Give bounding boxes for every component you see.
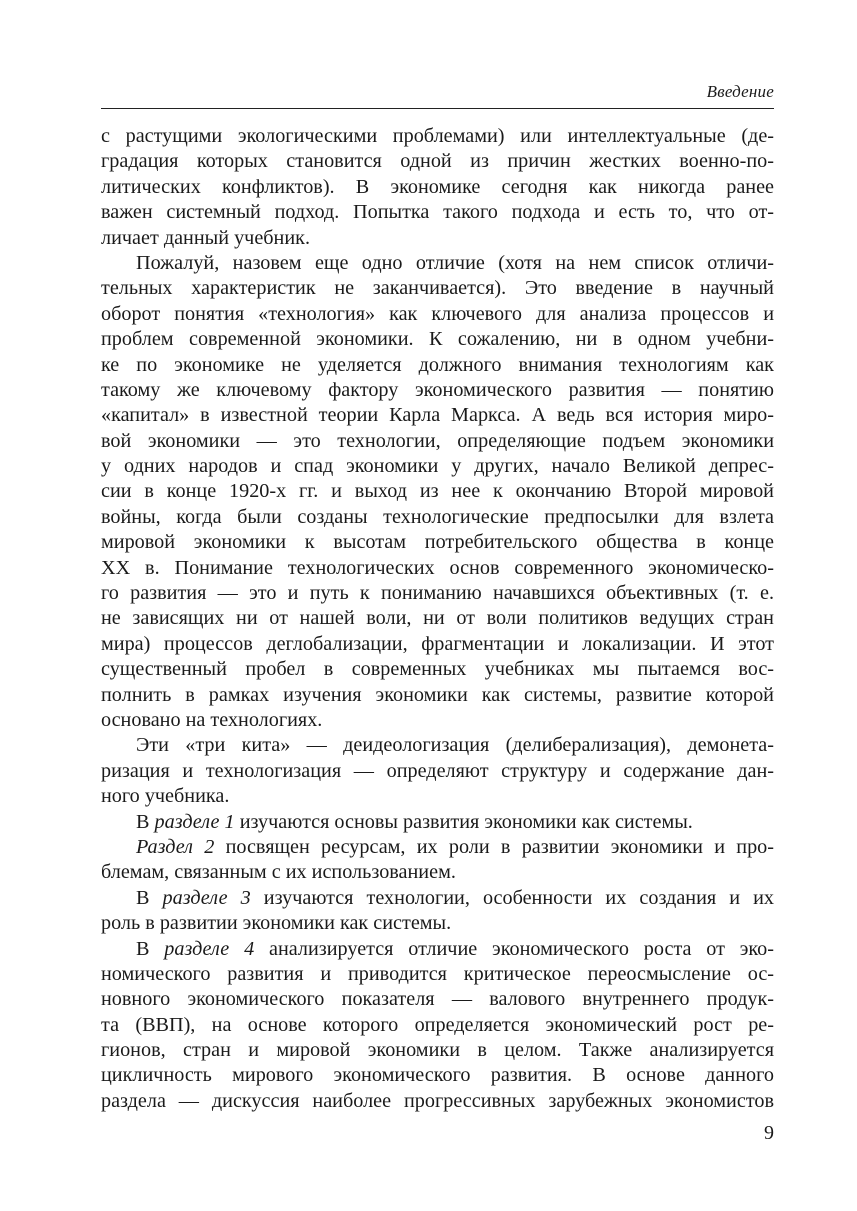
text-line: личает данный учебник. [101, 226, 311, 249]
paragraph-2 [101, 251, 774, 733]
paragraph-section-1 [101, 810, 774, 835]
text-line: ного учебника. [101, 785, 230, 808]
section-reference: разделе 4 [164, 937, 255, 960]
text-line: литических конфликтов). В экономике сегодня как никогда ранее [101, 175, 774, 198]
header-rule [101, 108, 774, 109]
text-line: вой экономики — это технологии, определяющие подъем экономики [101, 429, 774, 452]
text-fragment: изучаются технологии, особенности их создания и их [250, 886, 775, 909]
text-fragment: В [136, 810, 155, 833]
text-line: го развития — это и путь к пониманию начавшихся объективных (т. е. [101, 582, 774, 605]
section-reference: разделе 1 [154, 810, 235, 833]
text-line: существенный пробел в современных учебниках мы пытаемся вос- [101, 658, 774, 681]
text-line: основано на технологиях. [101, 708, 323, 731]
text-line: гионов, стран и мировой экономики в целом. Также анализируется [101, 1039, 774, 1062]
text-line: войны, когда были созданы технологические предпосылки для взлета [101, 505, 774, 528]
text-line: мировой экономики к высотам потребительского общества в конце [101, 531, 774, 554]
text-line: «капитал» в известной теории Карла Маркса. А ведь вся история миро- [101, 404, 774, 427]
text-line: важен системный подход. Попытка такого подхода и есть то, что от- [101, 201, 774, 224]
text-line: XX в. Понимание технологических основ современного экономическо- [101, 556, 774, 579]
text-line: у одних народов и спад экономики у других, начало Великой депрес- [101, 455, 774, 478]
running-head-section-title: Введение [706, 82, 774, 101]
paragraph-section-2 [101, 835, 774, 886]
paragraph-section-3 [101, 886, 774, 937]
text-line: проблем современной экономики. К сожалению, ни в одном учебни- [101, 328, 774, 351]
paragraph-3 [101, 733, 774, 809]
text-line: Пожалуй, назовем еще одно отличие (хотя на нем список отличи- [136, 251, 774, 274]
page-number: 9 [764, 1122, 774, 1144]
section-reference: разделе 3 [162, 886, 251, 909]
text-fragment: В [136, 937, 165, 960]
text-line: блемам, связанным с их использованием. [101, 861, 456, 884]
text-line: номического развития и приводится критическое переосмысление ос- [101, 962, 774, 985]
text-line: роль в развитии экономики как системы. [101, 912, 452, 935]
text-fragment: В [136, 886, 163, 909]
text-line: с растущими экологическими проблемами) или интеллектуальные (де- [101, 125, 774, 147]
text-line: та (ВВП), на основе которого определяется экономический рост ре- [101, 1013, 774, 1036]
paragraph-section-4 [101, 937, 774, 1115]
text-line: такому же ключевому фактору экономического развития — понятию [101, 378, 774, 401]
text-line [101, 835, 774, 860]
body-text [101, 124, 774, 1114]
section-reference: Раздел 2 [136, 835, 215, 858]
text-fragment: анализируется отличие экономического роста от эко- [254, 937, 774, 960]
text-line: Эти «три кита» — деидеологизация (делиберализация), демонета- [136, 734, 774, 757]
text-line: сии в конце 1920-х гг. и выход из нее к окончанию Второй мировой [101, 480, 774, 503]
text-line: не зависящих ни от нашей воли, ни от воли политиков ведущих стран [101, 607, 774, 630]
text-line: градация которых становится одной из причин жестких военно-по- [101, 150, 774, 173]
text-line: цикличность мирового экономического развития. В основе данного [101, 1064, 774, 1087]
text-line: раздела — дискуссия наиболее прогрессивных зарубежных экономистов [101, 1089, 774, 1112]
text-line: ке по экономике не уделяется должного внимания технологиям как [101, 353, 774, 376]
text-line: ризация и технологизация — определяют структуру и содержание дан- [101, 759, 774, 782]
text-line [101, 886, 774, 911]
text-line: оборот понятия «технология» как ключевого для анализа процессов и [101, 302, 774, 325]
text-line [101, 810, 774, 835]
text-line: новного экономического показателя — валового внутреннего продук- [101, 988, 774, 1011]
paragraph-1 [101, 124, 774, 251]
text-line: тельных характеристик не заканчивается). Это введение в научный [101, 277, 774, 300]
text-line [101, 937, 774, 962]
text-line: полнить в рамках изучения экономики как системы, развитие которой [101, 683, 774, 706]
text-line: мира) процессов деглобализации, фрагментации и локализации. И этот [101, 632, 774, 655]
text-fragment: посвящен ресурсам, их роли в развитии экономики и про- [214, 835, 774, 858]
text-fragment: изучаются основы развития экономики как системы. [234, 810, 693, 833]
